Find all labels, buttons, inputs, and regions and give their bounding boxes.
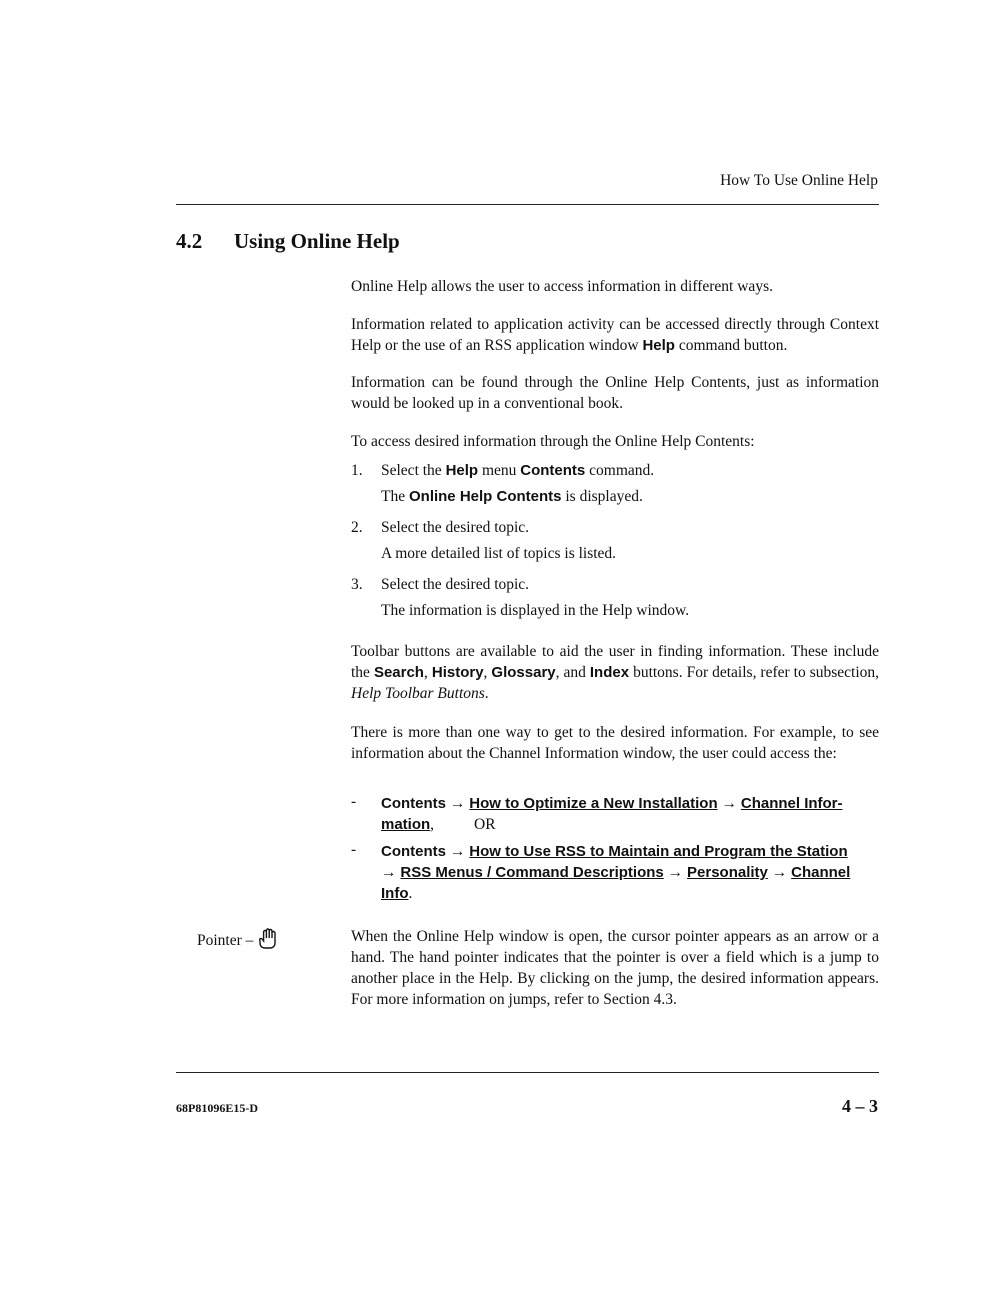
step-number: 1. [351,462,363,479]
list-dash: - [351,793,357,810]
document-id: 68P81096E15-D [176,1101,258,1115]
step-number: 3. [351,576,363,593]
steps-intro: To access desired information through the Online Help Contents: [351,433,755,450]
jump-link-rss-menus[interactable]: RSS Menus / Command Descriptions [400,864,664,881]
list-dash: - [351,841,357,858]
header-rule [176,204,879,205]
step-result: A more detailed list of topics is listed. [381,545,617,562]
pointer-paragraph: When the Online Help window is open, the cursor pointer appears as an arrow or a hand. The hand pointer indicates that the pointer is over a field which is a jump to another place in the Help. By clicking on the jump, the desired information appears. For more information on jumps, refer to Section 4.3. [351,928,879,1008]
intro-paragraph: Online Help allows the user to access information in different ways. [351,278,773,295]
help-path-1: Contents → How to Optimize a New Installation → Channel Infor- mation, OR [381,795,843,833]
footer-rule [176,1072,879,1073]
page-number: 4 – 3 [842,1096,878,1116]
jump-link-personality[interactable]: Personality [687,864,768,881]
step-result: The Online Help Contents is displayed. [381,488,643,505]
contents-paragraph: Information can be found through the Online Help Contents, just as information would be looked up in a conventional book. [351,374,879,412]
section-number: 4.2 [176,229,203,253]
step-text: Select the desired topic. [381,576,530,593]
toolbar-paragraph: Toolbar buttons are available to aid the user in finding information. These include the Search, History, Glossary, and Index buttons. For details, refer to subsection, Help Toolbar Buttons. [351,643,880,702]
step-result: The information is displayed in the Help window. [381,602,690,619]
jump-link-channel-information[interactable]: Channel Infor- [740,795,843,812]
path-start: Contents [381,795,446,812]
example-paragraph: There is more than one way to get to the desired information. For example, to see information about the Channel Information window, the user could access the: [351,724,879,762]
step-number: 2. [351,519,363,536]
jump-link-use-rss[interactable]: How to Use RSS to Maintain and Program the Station [469,843,848,860]
pointer-side-label: Pointer – [197,928,279,955]
path-start: Contents [381,843,446,860]
help-path-2: Contents → How to Use RSS to Maintain and Program the Station → RSS Menus / Command Descriptions → Personality → Channel Info. [381,843,851,902]
step-text: Select the desired topic. [381,519,530,536]
jump-link-channel-info-cont[interactable]: Info [381,885,409,902]
jump-link-channel-info[interactable]: Channel [791,864,851,881]
step-text: Select the Help menu Contents command. [381,462,655,479]
jump-link-channel-information-cont[interactable]: mation [381,816,431,833]
running-header: How To Use Online Help [720,172,878,189]
hand-pointer-icon [257,928,279,955]
section-title: Using Online Help [234,229,400,253]
jump-link-optimize[interactable]: How to Optimize a New Installation [469,795,718,812]
context-help-paragraph: Information related to application activity can be accessed directly through Context Help or the use of an RSS application window Help command button. [351,316,879,354]
